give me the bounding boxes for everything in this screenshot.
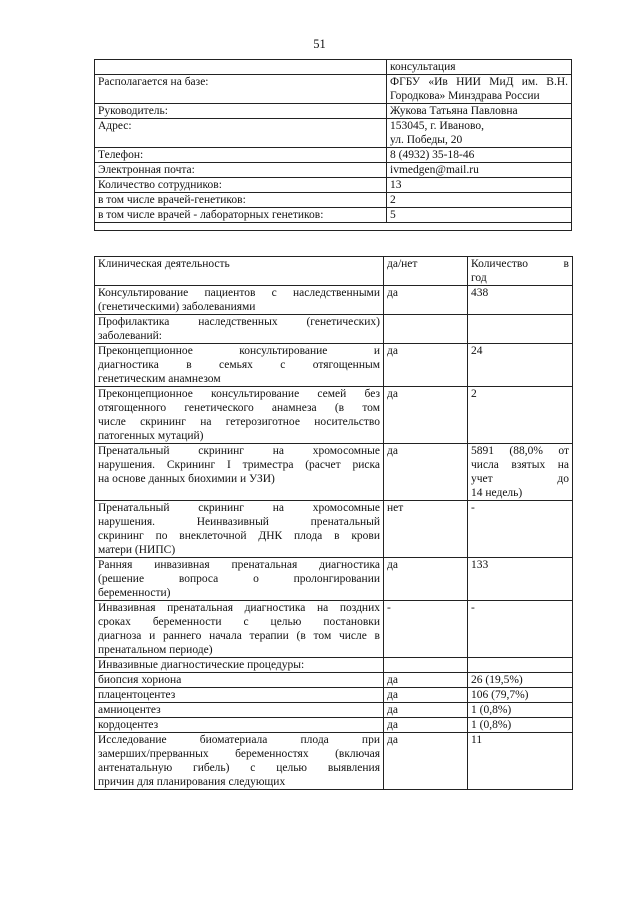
info-row-top [95,60,572,75]
count-line: числа взятых на [471,459,569,471]
info-value-line: Городкова» Минздрава России [390,90,540,102]
info-value [387,75,572,104]
count-cell [468,387,573,444]
info-label: Электронная почта: [95,163,387,178]
activity-cell [95,286,384,315]
info-row [95,163,572,178]
activity-cell [95,501,384,558]
info-value-line: 2 [390,194,396,206]
yes-no-cell: да [384,387,468,444]
count-line: 11 [471,734,483,746]
count-cell [468,315,573,344]
clinical-activity-table [94,256,573,790]
count-line: 438 [471,287,489,299]
count-line: 1 (0,8%) [471,719,512,731]
count-cell [468,673,573,688]
clinical-row [95,733,573,790]
clinical-row [95,673,573,688]
count-cell [468,444,573,501]
activity-line: нарушения. Неинвазивный пренатальный [98,516,380,528]
info-value-line: ул. Победы, 20 [390,134,463,146]
activity-line: Инвазивная пренатальная диагностика на поздних [98,602,380,614]
count-line: 14 недель) [471,487,523,499]
clinical-row [95,344,573,387]
yes-no-cell: да [384,444,468,501]
info-spacer-row [95,223,572,231]
activity-cell [95,673,384,688]
count-cell [468,344,573,387]
clinical-header-row [95,257,573,286]
count-cell [468,703,573,718]
clinical-row [95,703,573,718]
count-line: - [471,502,475,514]
clinical-row [95,658,573,673]
info-rows [95,75,572,223]
info-row [95,104,572,119]
clinical-row [95,558,573,601]
header-activity: Клиническая деятельность [95,257,384,286]
info-value-line: 13 [390,179,402,191]
info-value [387,208,572,223]
info-label: в том числе врачей-генетиков: [95,193,387,208]
info-row [95,148,572,163]
activity-line: отягощенного генетического анамнеза (в том [98,402,380,414]
activity-line: замерших/прерванных беременностях (включая [98,748,380,760]
yes-no-cell [384,315,468,344]
info-value [387,178,572,193]
info-value-line: ivmedgen@mail.ru [390,164,479,176]
header-count-line-2: год [471,272,487,284]
activity-line: Ранняя инвазивная пренатальная диагностика [98,559,380,571]
count-line: 5891 (88,0% от [471,445,569,457]
clinical-row [95,315,573,344]
info-row [95,119,572,148]
info-row [95,193,572,208]
activity-line: диагноза и раннего начала терапии (в том числе в [98,630,380,642]
activity-cell [95,344,384,387]
clinical-row [95,501,573,558]
clinical-row [95,688,573,703]
info-value [387,119,572,148]
yes-no-cell: нет [384,501,468,558]
clinical-row [95,387,573,444]
clinical-row [95,718,573,733]
info-row [95,75,572,104]
activity-line: Инвазивные диагностические процедуры: [98,659,305,671]
yes-no-cell: да [384,688,468,703]
activity-line: нарушения. Скрининг I триместра (расчет риска [98,459,380,471]
count-cell [468,601,573,658]
activity-line: (решение вопроса о пролонгировании [98,573,380,585]
yes-no-cell: - [384,601,468,658]
info-value-line: 8 (4932) 35-18-46 [390,149,475,161]
institution-info-table [94,59,572,231]
activity-cell [95,315,384,344]
activity-line: Пренатальный скрининг на хромосомные [98,445,380,457]
count-cell [468,718,573,733]
count-line: 133 [471,559,489,571]
activity-line: причин для планирования следующих [98,776,286,788]
activity-line: Преконцепционное консультирование и [98,345,380,357]
activity-line: биопсия хориона [98,674,182,686]
activity-line: Консультирование пациентов с наследственными [98,287,380,299]
count-line: 106 (79,7%) [471,689,529,701]
yes-no-cell [384,658,468,673]
header-yes-no: да/нет [384,257,468,286]
activity-line: генетическим анамнезом [98,373,221,385]
activity-line: диагностика в семьях с отягощенным [98,359,380,371]
count-cell [468,688,573,703]
activity-line: Преконцепционное консультирование семей без [98,388,380,400]
activity-line: скрининг по внеклеточной ДНК плода в крови [98,530,380,542]
yes-no-cell: да [384,286,468,315]
activity-line: кордоцентез [98,719,159,731]
activity-line: патогенных мутаций) [98,430,204,442]
yes-no-cell: да [384,703,468,718]
info-value-line: ФГБУ «Ив НИИ МиД им. В.Н. [390,76,568,88]
page-number: 51 [313,37,326,51]
info-label: Количество сотрудников: [95,178,387,193]
info-label: Телефон: [95,148,387,163]
clinical-row [95,601,573,658]
activity-line [98,486,380,500]
activity-cell [95,688,384,703]
activity-cell [95,444,384,501]
count-cell [468,733,573,790]
info-value-line: Жукова Татьяна Павловна [390,105,518,117]
info-value: консультация [387,60,572,75]
count-cell [468,501,573,558]
yes-no-cell: да [384,733,468,790]
info-value [387,163,572,178]
info-row [95,208,572,223]
info-value [387,193,572,208]
info-value-line: 153045, г. Иваново, [390,120,484,132]
yes-no-cell: да [384,718,468,733]
yes-no-cell: да [384,673,468,688]
activity-line: Пренатальный скрининг на хромосомные [98,502,380,514]
activity-line: матери (НИПС) [98,544,176,556]
info-row [95,178,572,193]
count-cell [468,286,573,315]
activity-cell [95,601,384,658]
activity-line: антенатальную гибель) с целью выявления [98,762,380,774]
count-cell [468,658,573,673]
spacer-cell [95,223,572,231]
activity-line: сроках беременности с целью постановки [98,616,380,628]
count-line: 2 [471,388,477,400]
activity-line: амниоцентез [98,704,161,716]
count-cell [468,558,573,601]
info-value [387,104,572,119]
activity-cell [95,733,384,790]
activity-line: пренатальном периоде) [98,644,213,656]
activity-cell [95,703,384,718]
count-line: - [471,602,475,614]
header-count [468,257,573,286]
info-label: Адрес: [95,119,387,148]
count-line: 26 (19,5%) [471,674,523,686]
activity-cell [95,658,384,673]
activity-line: заболеваний: [98,330,162,342]
activity-line: (генетическими) заболеваниями [98,301,256,313]
info-label: Располагается на базе: [95,75,387,104]
count-line: 24 [471,345,483,357]
activity-line: плацентоцентез [98,689,176,701]
activity-line: Исследование биоматериала плода при [98,734,380,746]
clinical-rows [95,286,573,790]
count-line: учет до [471,473,569,485]
info-value-line: 5 [390,209,396,221]
activity-line: на основе данных биохимии и УЗИ) [98,473,275,485]
info-label-empty [95,60,387,75]
clinical-row [95,444,573,501]
info-label: Руководитель: [95,104,387,119]
info-value [387,148,572,163]
activity-cell [95,558,384,601]
yes-no-cell: да [384,344,468,387]
activity-line: беременности) [98,587,171,599]
yes-no-cell: да [384,558,468,601]
activity-line: Профилактика наследственных (генетических) [98,316,380,328]
activity-cell [95,387,384,444]
header-count-line-1: Количество в [471,258,569,270]
activity-cell [95,718,384,733]
info-label: в том числе врачей - лабораторных генетиков: [95,208,387,223]
activity-line: числе скрининг на гетерозиготное носительство [98,416,380,428]
count-line: 1 (0,8%) [471,704,512,716]
clinical-row [95,286,573,315]
